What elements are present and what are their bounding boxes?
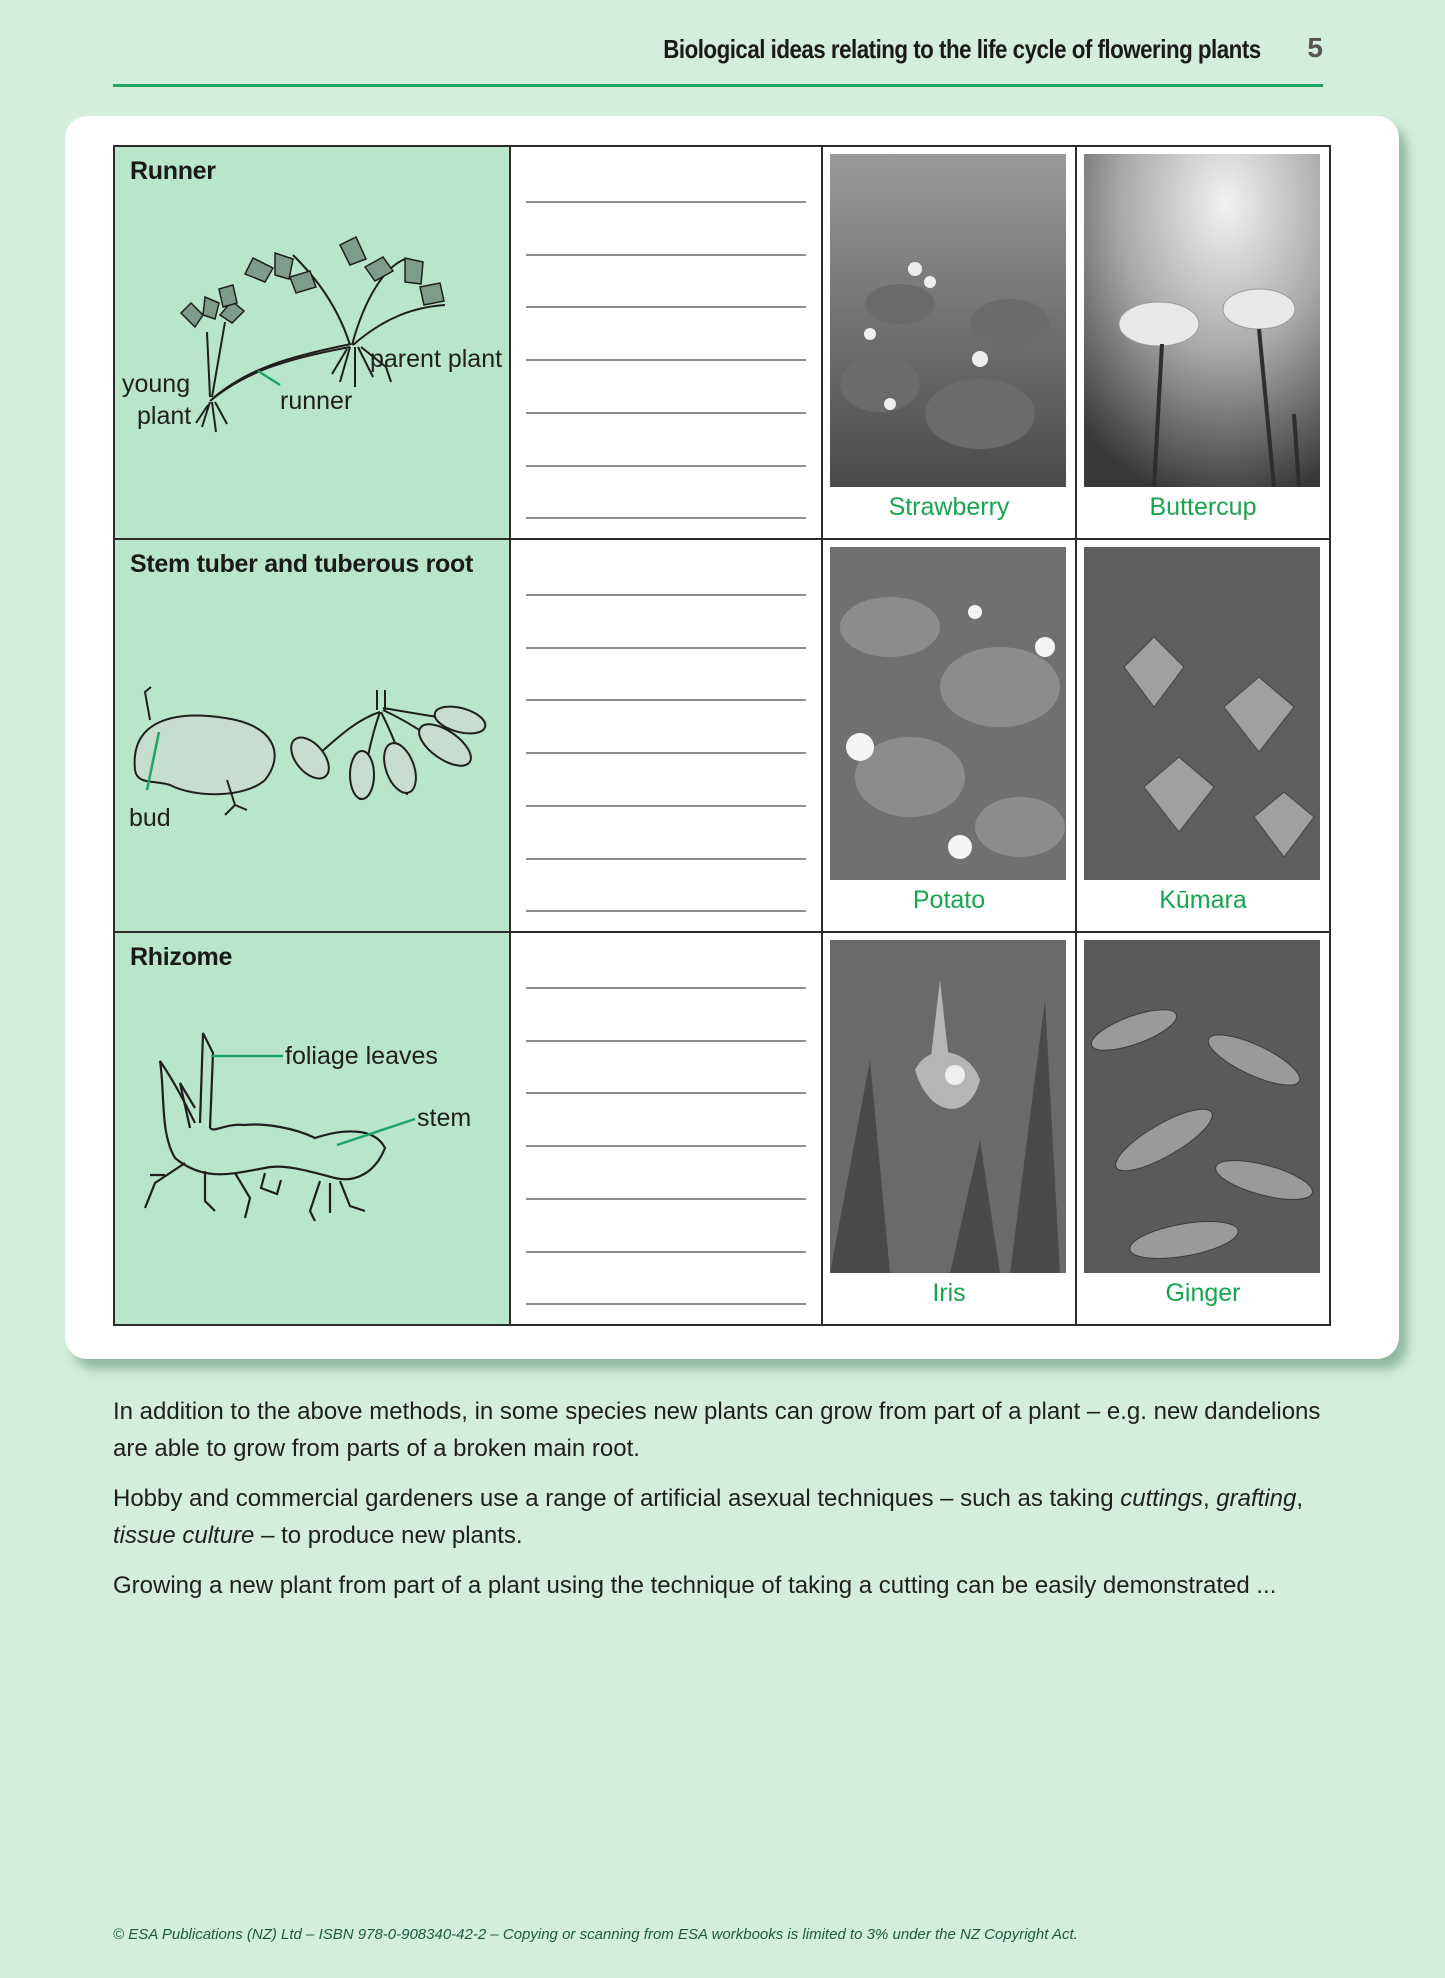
paragraph-1: In addition to the above methods, in some species new plants can grow from part of a plant – e.g. new dandelions are able to grow from parts of a broken main root. [113,1398,1321,1462]
photo-cell-buttercup [1076,146,1330,539]
paragraph-2-text: Hobby and commercial gardeners use a range of artificial asexual techniques – such as taking [113,1485,1121,1512]
method-title: Rhizome [130,943,233,971]
photo-cell-potato [822,539,1076,932]
separator: , [1296,1485,1304,1512]
runner-diagram [115,147,509,538]
label-parent-plant: parent plant [370,345,503,373]
header-title: Biological ideas relating to the life cycle of flowering plants [663,34,1261,64]
method-cell-stem-tuber [114,539,510,932]
write-line[interactable] [526,412,806,414]
write-line[interactable] [526,910,806,912]
answer-lines-runner[interactable] [510,146,822,539]
write-line[interactable] [526,647,806,649]
page-header [113,32,1323,87]
write-line[interactable] [526,1040,806,1042]
write-line[interactable] [526,987,806,989]
write-line[interactable] [526,1145,806,1147]
rhizome-diagram [115,933,509,1324]
tuber-diagram [115,540,509,931]
runner-pointer [258,371,280,385]
write-line[interactable] [526,1198,806,1200]
term-tissue-culture: tissue culture [113,1522,255,1549]
label-foliage-leaves: foliage leaves [285,1042,438,1070]
photo-cell-strawberry [822,146,1076,539]
photo-cell-iris [822,932,1076,1325]
reproduction-methods-table [113,145,1331,1326]
write-line[interactable] [526,359,806,361]
term-cuttings: cuttings [1120,1485,1203,1512]
label-bud: bud [129,804,171,832]
photo-caption: Strawberry [888,493,1010,521]
page-number: 5 [1307,32,1323,63]
write-line[interactable] [526,594,806,596]
photo-caption: Ginger [1165,1279,1241,1307]
write-line[interactable] [526,306,806,308]
write-line[interactable] [526,1092,806,1094]
paragraph-2-end: – to produce new plants. [254,1522,523,1549]
photo-caption: Kūmara [1159,886,1247,914]
photo-caption: Buttercup [1149,493,1257,521]
write-line[interactable] [526,201,806,203]
write-line[interactable] [526,517,806,519]
photo-caption: Iris [932,1279,966,1307]
label-runner: runner [280,387,353,415]
photo-caption: Potato [912,886,986,914]
answer-lines-rhizome[interactable] [510,932,822,1325]
paragraph-3: Growing a new plant from part of a plant using the technique of taking a cutting can be easily demonstrated ... [113,1572,1277,1599]
write-line[interactable] [526,465,806,467]
write-line[interactable] [526,699,806,701]
ginger-photo [1084,940,1320,1273]
separator: , [1202,1485,1217,1512]
method-title: Stem tuber and tuberous root [130,550,474,578]
photo-cell-ginger [1076,932,1330,1325]
kumara-photo [1084,547,1320,880]
method-title: Runner [130,157,216,185]
label-plant: plant [137,402,192,430]
write-line[interactable] [526,805,806,807]
method-cell-runner [114,146,510,539]
label-young: young [122,370,191,398]
buttercup-photo [1084,154,1320,487]
table-row [114,932,1330,1325]
write-line[interactable] [526,254,806,256]
method-cell-rhizome [114,932,510,1325]
copyright-footer: © ESA Publications (NZ) Ltd – ISBN 978-0-908340-42-2 – Copying or scanning from ESA workbooks is limited to 3% under the NZ Copyright Act. [113,1926,1078,1943]
potato-photo [830,547,1066,880]
write-line[interactable] [526,1303,806,1305]
term-grafting: grafting [1216,1485,1297,1512]
write-line[interactable] [526,752,806,754]
paragraph-2 [113,1480,1328,1554]
photo-cell-kumara [1076,539,1330,932]
iris-photo [830,940,1066,1273]
table-row [114,146,1330,539]
strawberry-photo [830,154,1066,487]
label-stem: stem [417,1104,472,1132]
write-line[interactable] [526,1251,806,1253]
body-text [113,1393,1328,1617]
write-line[interactable] [526,858,806,860]
table-row [114,539,1330,932]
answer-lines-stem-tuber[interactable] [510,539,822,932]
